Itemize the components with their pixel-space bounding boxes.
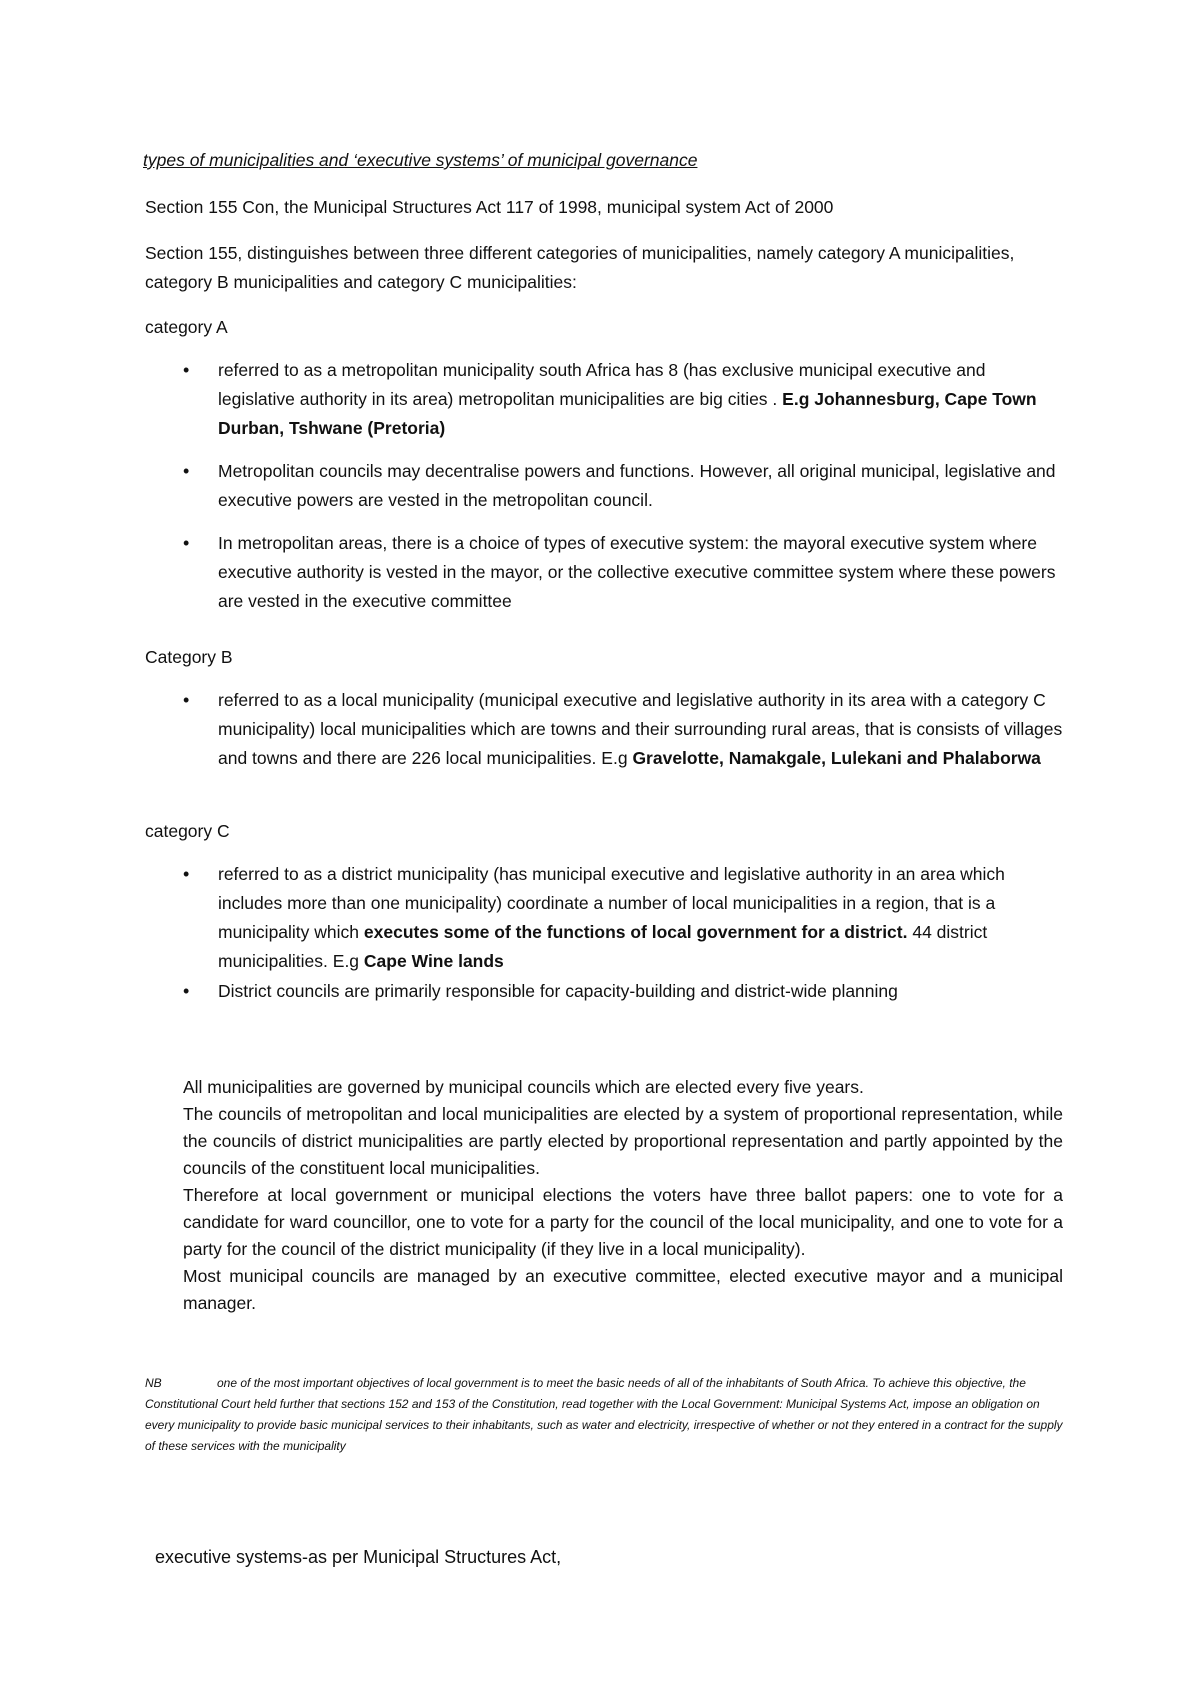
body-paragraph-2: The councils of metropolitan and local municipalities are elected by a system of proportional representation, while the councils of district municipalities are partly elected by proportional representation and partly appointed by the councils of the constituent local municipalities. bbox=[183, 1104, 1063, 1178]
category-c-heading: category C bbox=[145, 821, 230, 841]
category-a-heading: category A bbox=[145, 317, 228, 337]
category-c-list bbox=[145, 860, 1065, 1007]
category-a-examples: E.g Johannesburg, Cape Town Durban, Tshwane (Pretoria) bbox=[218, 389, 1037, 438]
nb-text: one of the most important objectives of local government is to meet the basic needs of all of the inhabitants of South Africa. To achieve this objective, the Constitutional Court held further that sections 152 and 153 of the Constitution, read together with the Local Government: Municipal Systems Act, impose an obligation on every municipality to provide basic municipal services to their inhabitants, such as water and electricity, irrespective of whether or not they entered in a contract for the supply of these services with the municipality bbox=[145, 1376, 1063, 1453]
list-item bbox=[145, 977, 1065, 1006]
category-b-heading: Category B bbox=[145, 647, 233, 667]
category-c-bullet-1-text: referred to as a district municipality (has municipal executive and legislative authority in an area which includes more than one municipality) coordinate a number of local municipalities in a region, that is a municipality which bbox=[218, 864, 1005, 942]
body-paragraph-3: Therefore at local government or municipal elections the voters have three ballot papers: one to vote for a candidate for ward councillor, one to vote for a party for the council of the local municipality, and one to vote for a party for the council of the district municipality (if they live in a local municipality). bbox=[183, 1185, 1063, 1259]
category-a-bullet-1-text: referred to as a metropolitan municipality south Africa has 8 (has exclusive municipal executive and legislative authority in its area) metropolitan municipalities are big cities . bbox=[218, 360, 986, 409]
intro-reference: Section 155 Con, the Municipal Structures Act 117 of 1998, municipal system Act of 2000 bbox=[145, 197, 834, 217]
category-c-bullet-1-text-2: 44 district municipalities. E.g bbox=[218, 922, 988, 971]
nb-label: NB bbox=[145, 1376, 162, 1390]
category-b-examples: Gravelotte, Namakgale, Lulekani and Phalaborwa bbox=[632, 748, 1041, 768]
list-item bbox=[145, 529, 1065, 616]
body-text-block bbox=[183, 1074, 1063, 1317]
body-paragraph-4: Most municipal councils are managed by an executive committee, elected executive mayor and a municipal manager. bbox=[183, 1266, 1063, 1313]
intro-paragraph: Section 155, distinguishes between three different categories of municipalities, namely category A municipalities, category B municipalities and category C municipalities: bbox=[145, 243, 1015, 292]
body-paragraph-1: All municipalities are governed by municipal councils which are elected every five years. bbox=[183, 1077, 864, 1097]
list-item bbox=[145, 686, 1065, 773]
category-a-list bbox=[145, 356, 1065, 630]
category-c-bold-phrase: executes some of the functions of local government for a district. bbox=[363, 922, 908, 942]
category-c-bullet-2-text: District councils are primarily responsible for capacity-building and district-wide planning bbox=[218, 981, 898, 1001]
category-b-list bbox=[145, 686, 1065, 787]
category-c-examples: Cape Wine lands bbox=[363, 951, 504, 971]
category-a-bullet-3-text: In metropolitan areas, there is a choice of types of executive system: the mayoral executive system where executive authority is vested in the mayor, or the collective executive committee system where these powers are vested in the executive committee bbox=[218, 533, 1056, 611]
document-title: types of municipalities and ‘executive systems’ of municipal governance bbox=[143, 150, 698, 170]
category-b-bullet-1-text: referred to as a local municipality (municipal executive and legislative authority in its area with a category C municipality) local municipalities which are towns and their surrounding rural areas, that is consists of villages and towns and there are 226 local municipalities. E.g bbox=[218, 690, 1063, 768]
list-item bbox=[145, 356, 1065, 443]
nb-note bbox=[145, 1373, 1065, 1457]
list-item bbox=[145, 457, 1065, 515]
category-a-bullet-2-text: Metropolitan councils may decentralise powers and functions. However, all original municipal, legislative and executive powers are vested in the metropolitan council. bbox=[218, 461, 1056, 510]
list-item bbox=[145, 860, 1065, 976]
footer-text: executive systems-as per Municipal Structures Act, bbox=[155, 1547, 562, 1567]
